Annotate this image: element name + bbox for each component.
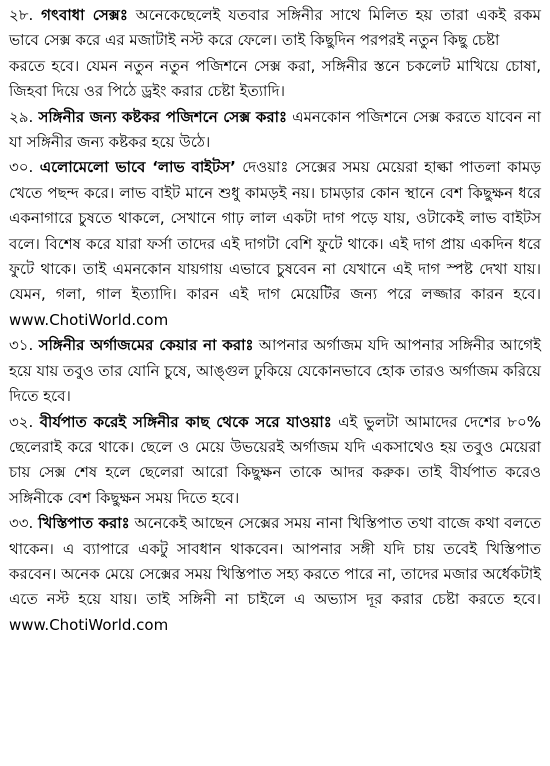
item-heading: সঙ্গিনীর অর্গাজমের কেয়ার না করাঃ [38, 336, 254, 355]
list-item [9, 105, 541, 156]
item-number: ২৯. [9, 107, 34, 126]
item-number: ৩০. [9, 158, 34, 177]
watermark-link: www.ChotiWorld.com [9, 615, 169, 634]
item-body-continued: করতে হবে। যেমন নতুন নতুন পজিশনে সেক্স করা, সঙ্গিনীর স্তনে চকলেট মাখিয়ে চোষা, জিহবা দিয়ে ওর পিঠে ড্রইং করার চেষ্টা ইত্যাদি। [9, 56, 541, 101]
item-body: অনেকেছেলেই যতবার সঙ্গিনীর সাথে মিলিত হয় তারা একই রকম ভাবে সেক্স করে এর মজাটাই নস্ট করে ফেলে। তাই কিছুদিন পরপরই নতুন কিছু চেষ্টা [9, 6, 541, 50]
item-body: এই ভুলটা আমাদের দেশের ৮০% ছেলেরাই করে থাকে। ছেলে ও মেয়ে উভয়েরই অর্গাজম যদি একসাথেও হয় তবুও মেয়েরা চায় সেক্স শেষ হলে ছেলেরা আরো কিছুক্ষন তাকে আদর করুক। তাই বীর্যপাত করেও সঙ্গিনীকে বেশ কিছুক্ষন সময় দিতে হবে। [9, 412, 541, 507]
list-item [9, 333, 541, 409]
item-heading: খিস্তিপাত করাঃ [38, 514, 130, 533]
item-body: আপনার অর্গাজম যদি আপনার সঙ্গিনীর আগেই হয়ে যায় তবুও তার যোনি চুষে, আঙ্গুল ঢুকিয়ে যেকোনভাবে হোক তারও অর্গাজম করিয়ে দিতে হবে। [9, 336, 541, 406]
item-heading: বীর্যপাত করেই সঙ্গিনীর কাছ থেকে সরে যাওয়াঃ [39, 412, 332, 431]
item-heading: গৎবাধা সেক্সঃ [41, 6, 128, 24]
list-item [9, 511, 541, 638]
item-number: ৩৩. [9, 514, 34, 533]
list-item [9, 3, 541, 105]
item-body: দেওয়াঃ সেক্সের সময় মেয়েরা হাল্কা পাতলা কামড় খেতে পছন্দ করে। লাভ বাইট মানে শুধু কামড়ই নয়। চামড়ার কোন স্থানে বেশ কিছুক্ষন ধরে একনাগারে চুষতে থাকলে, সেখানে গাঢ় লাল একটা দাগ পড়ে যায়, ওটাকেই লাভ বাইটস বলে। বিশেষ করে যারা ফর্সা তাদের এই দাগটা বেশি ফুটে থাকে। এই দাগ প্রায় একদিন ধরে ফুটে থাকে। তাই এমনকোন যায়গায় এভাবে চুষবেন না যেখানে এই দাগ স্পষ্ট দেখা যায়। যেমন, গলা, গাল ইত্যাদি। কারন এই দাগ মেয়েটির জন্য পরে লজ্জার কারন হবে। [9, 158, 541, 304]
item-number: ২৮. [9, 6, 34, 24]
list-item [9, 155, 541, 333]
list-item [9, 410, 541, 512]
item-number: ৩১. [9, 336, 34, 355]
item-body: অনেকেই আছেন সেক্সের সময় নানা খিস্তিপাত তথা বাজে কথা বলতে থাকেন। এ ব্যাপারে একটু সাবধান থাকবেন। আপনার সঙ্গী যদি চায় তবেই খিস্তিপাত করবেন। অনেক মেয়ে সেক্সের সময় খিস্তিপাত সহ্য করতে পারে না, তাদের মজার অর্ধেকটাই এতে নস্ট হয়ে যায়। তাই সঙ্গিনী না চাইলে এ অভ্যাস দূর করার চেষ্টা করতে হবে। [9, 514, 541, 609]
item-number: ৩২. [9, 412, 34, 431]
watermark-link: www.ChotiWorld.com [9, 310, 169, 329]
item-body: এমনকোন পজিশনে সেক্স করতে যাবেন না যা সঙ্গিনীর জন্য কষ্টকর হয়ে উঠে। [9, 107, 541, 152]
item-heading: সঙ্গিনীর জন্য কষ্টকর পজিশনে সেক্স করাঃ [38, 107, 288, 126]
item-heading: এলোমেলো ভাবে ‘লাভ বাইটস’ [39, 158, 236, 177]
